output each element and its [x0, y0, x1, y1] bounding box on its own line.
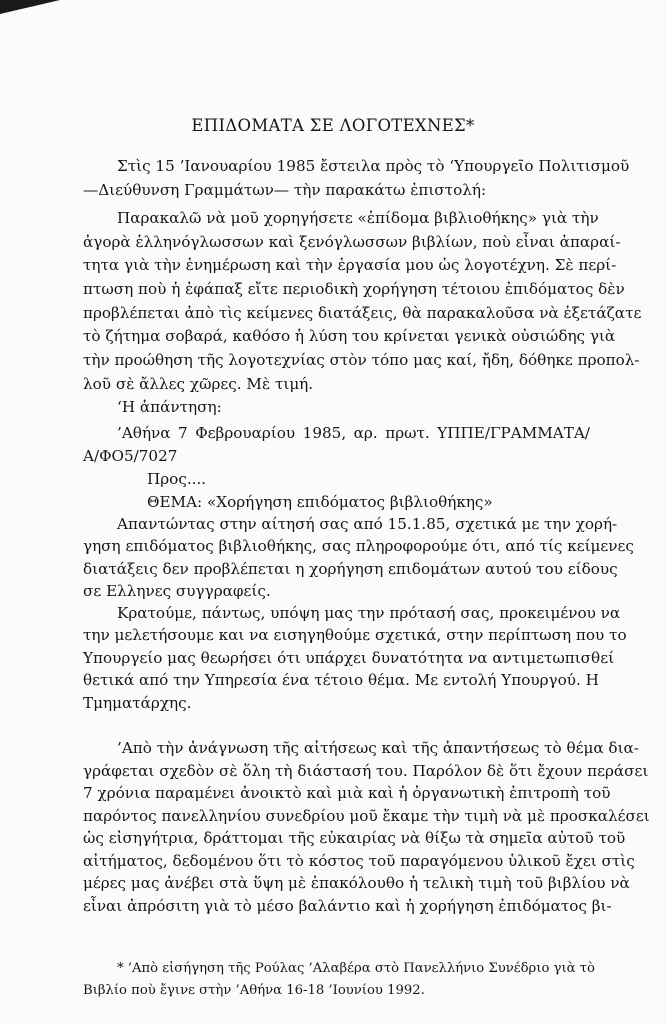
text-line: ’Απὸ τὴν ἀνάγνωση τῆς αἰτήσεως καὶ τῆς ἀπαντήσεως τὸ θέμα δια- — [117, 739, 639, 757]
reply-recipient-subject — [83, 468, 590, 514]
text-line: Υπουργείο μας θεωρήσει ότι υπάρχει δυνατότητα να αντιμετωπισθεί — [83, 648, 615, 667]
text-line: προβλέπεται ἀπὸ τὶς κείμενες διατάξεις, θὰ παρακαλοῦσα νὰ ἐξετάζατε — [83, 303, 642, 322]
reply-paragraph — [83, 513, 634, 603]
text-line: Τμηματάρχης. — [83, 693, 192, 712]
text-line: παρόντος πανελληνίου συνεδρίου μοῦ ἔκαμε τὴν τιμὴ νὰ μὲ προσκαλέσει — [83, 806, 650, 825]
text-line: θετικά από την Υπηρεσία ένα τέτοιο θέμα. Με εντολή Υπουργού. Η — [83, 671, 599, 690]
text-line: τὴν προώθηση τῆς λογοτεχνίας στὸν τόπο μας καί, ἤδη, δόθηκε προπολ- — [83, 351, 640, 370]
text-line: γράφεται σχεδὸν σὲ ὅλη τὴ διάστασή του. Παρόλον δὲ ὅτι ἔχουν περάσει — [83, 761, 649, 780]
commentary-paragraph — [83, 737, 650, 917]
text-line: αἰτήματος, δεδομένου ὅτι τὸ κόστος τοῦ παραγόμενου ὑλικοῦ ἔχει στὶς — [83, 851, 635, 870]
text-line: Παρακαλῶ νὰ μοῦ χορηγήσετε «ἐπίδομα βιβλιοθήκης» γιὰ τὴν — [117, 209, 599, 227]
text-line: ‘Η ἀπάντηση: — [117, 398, 222, 416]
text-line: Α/ΦΟ5/7027 — [83, 447, 178, 465]
intro-paragraph — [83, 154, 630, 202]
text-line: ὡς εἰσηγήτρια, δράττομαι τῆς εὐκαιρίας νὰ θίξω τὰ σημεῖα αὐτοῦ τοῦ — [83, 829, 626, 847]
text-line: Βιβλίο ποὺ ἔγινε στὴν ’Αθήνα 16-18 ’Ιουνίου 1992. — [83, 983, 425, 998]
text-line: τὸ ζήτημα σοβαρά, καθόσο ἡ λύση του κρίνεται γενικὰ οὐσιώδης γιὰ — [83, 327, 616, 346]
footnote — [83, 958, 596, 1002]
text-line: ἀγορὰ ἑλληνόγλωσσων καὶ ξενόγλωσσων βιβλίων, ποὺ εἶναι ἀπαραί- — [83, 232, 621, 251]
text-line: τητα γιὰ τὴν ἐνημέρωση καὶ τὴν ἐργασία μου ὡς λογοτέχνη. Σὲ περί- — [83, 256, 617, 275]
text-line: πτωση ποὺ ἡ ἐφάπαξ εἴτε περιοδικὴ χορήγηση τέτοιου ἐπιδόματος δὲν — [83, 280, 625, 299]
text-line: την μελετήσουμε και να εισηγηθούμε σχετικά, στην περίπτωση που το — [83, 626, 627, 645]
text-line: Κρατούμε, πάντως, υπόψη μας την πρότασή σας, προκειμένου να — [117, 604, 621, 622]
text-line: ΘΕΜΑ: «Χορήγηση επιδόματος βιβλιοθήκης» — [147, 493, 493, 511]
text-line: σε Ελληνες συγγραφείς. — [83, 582, 271, 601]
text-line: Στὶς 15 ’Ιανουαρίου 1985 ἔστειλα πρὸς τὸ ‘Υπουργεῖο Πολιτισμοῦ — [117, 157, 630, 175]
text-line: Απαντώντας στην αίτησή σας από 15.1.85, σχετικά με την χορή- — [117, 515, 618, 533]
text-line: μέρες μας ἀνέβει στὰ ὕψη μὲ ἐπακόλουθο ἡ τελικὴ τιμὴ τοῦ βιβλίου νὰ — [83, 874, 630, 892]
text-line: —Διεύθυνση Γραμμάτων— τὴν παρακάτω ἐπιστολή: — [83, 181, 487, 199]
text-line: γηση επιδόματος βιβλιοθήκης, σας πληροφορούμε ότι, από τίς κείμενες — [83, 537, 634, 556]
letter-paragraph — [83, 207, 642, 397]
reply-paragraph — [83, 602, 627, 714]
text-line: λοῦ σὲ ἄλλες χῶρες. Μὲ τιμή. — [83, 374, 314, 393]
answer-label — [83, 396, 590, 419]
reply-header — [83, 422, 590, 468]
text-line: 7 χρόνια παραμένει ἀνοικτὸ καὶ μιὰ καὶ ἡ ὀργανωτικὴ ἐπιτροπὴ τοῦ — [83, 784, 611, 802]
text-line: Προς.... — [147, 470, 207, 488]
page-title: ΕΠΙΔΟΜΑΤΑ ΣΕ ΛΟΓΟΤΕΧΝΕΣ* — [191, 116, 475, 135]
text-line: διατάξεις δεν προβλέπεται η χορήγηση επιδομάτων αυτού του είδους — [83, 559, 618, 578]
text-line: εἶναι ἀπρόσιτη γιὰ τὸ μέσο βαλάντιο καὶ ἡ χορήγηση ἐπιδόματος βι- — [83, 896, 612, 915]
text-line: ’Αθήνα 7 Φεβρουαρίου 1985, αρ. πρωτ. ΥΠΠΕ/ΓΡΑΜΜΑΤΑ/ — [117, 424, 590, 442]
text-line: * ’Απὸ εἰσήγηση τῆς Ρούλας ’Αλαβέρα στὸ Πανελλήνιο Συνέδριο γιὰ τὸ — [117, 961, 596, 976]
scan-edge-mark — [0, 0, 60, 14]
